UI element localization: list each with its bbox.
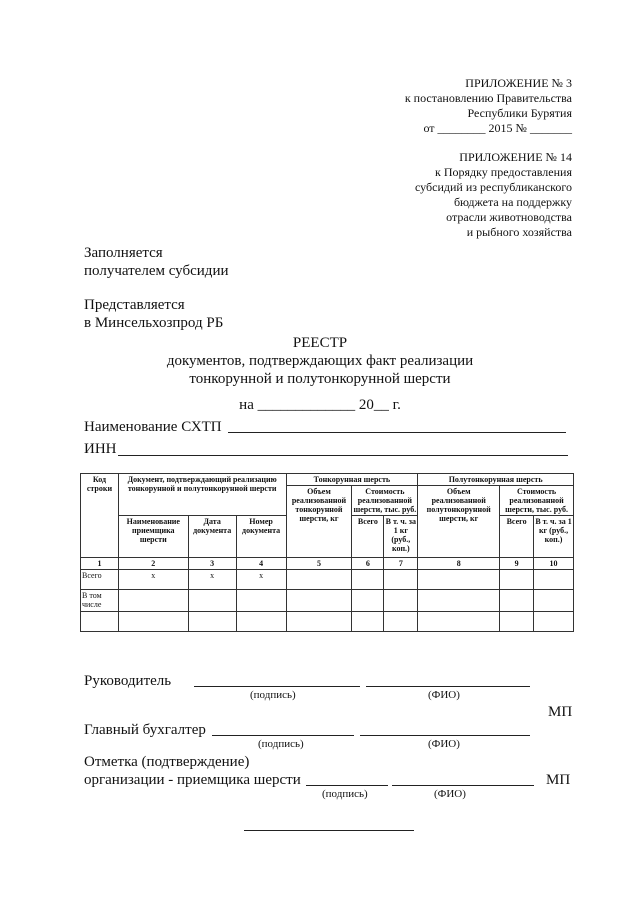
header-volume-fine: Объем реализованной тонкорунной шерсти, кг xyxy=(286,486,352,558)
table-cell[interactable] xyxy=(286,590,352,612)
date-line: на _____________ 20__ г. xyxy=(239,397,401,413)
header-per-kg-fine: В т. ч. за 1 кг (руб., коп.) xyxy=(384,516,418,558)
table-row xyxy=(81,612,574,632)
bottom-divider xyxy=(244,830,414,831)
submitted-line: в Минсельхозпрод РБ xyxy=(84,315,224,331)
registry-table xyxy=(80,473,574,632)
signature-caption: (подпись) xyxy=(322,788,368,800)
table-cell[interactable] xyxy=(534,570,574,590)
confirmation-label-2: организации - приемщика шерсти xyxy=(84,772,301,788)
confirmation-label-1: Отметка (подтверждение) xyxy=(84,754,250,770)
column-number: 6 xyxy=(352,558,384,570)
appendix-14-title: ПРИЛОЖЕНИЕ № 14 xyxy=(459,150,572,164)
appendix-3-block xyxy=(405,76,572,136)
filled-by-line: получателем субсидии xyxy=(84,263,229,279)
column-number: 1 xyxy=(81,558,119,570)
table-cell[interactable] xyxy=(418,590,500,612)
table-cell[interactable] xyxy=(500,590,534,612)
fio-caption: (ФИО) xyxy=(428,689,460,701)
table-row-total xyxy=(81,570,574,590)
appendix-14-line: субсидий из республиканского xyxy=(415,180,572,194)
column-number: 9 xyxy=(500,558,534,570)
title-line: документов, подтверждающих факт реализации xyxy=(166,353,474,369)
table-cell[interactable] xyxy=(352,570,384,590)
table-cell[interactable] xyxy=(118,612,188,632)
table-cell[interactable] xyxy=(81,612,119,632)
header-code: Код строки xyxy=(81,474,119,558)
column-number: 2 xyxy=(118,558,188,570)
title-line: тонкорунной и полутонкорунной шерсти xyxy=(189,371,451,387)
row-label-incl: В том числе xyxy=(81,590,119,612)
row-label-total: Всего xyxy=(81,570,119,590)
fio-caption: (ФИО) xyxy=(434,788,466,800)
title-line: РЕЕСТР xyxy=(292,335,348,351)
table-cell[interactable] xyxy=(384,612,418,632)
table-cell[interactable] xyxy=(534,590,574,612)
submitted-line: Представляется xyxy=(84,297,185,313)
chief-signature-field[interactable] xyxy=(212,735,354,736)
filled-by-note xyxy=(84,244,229,280)
head-signature-field[interactable] xyxy=(194,686,360,687)
head-fio-field[interactable] xyxy=(366,686,530,687)
org-name-label: Наименование СХТП xyxy=(84,419,222,435)
table-cell[interactable] xyxy=(352,590,384,612)
header-total-semi: Всего xyxy=(500,516,534,558)
table-row-incl xyxy=(81,590,574,612)
table-cell[interactable] xyxy=(352,612,384,632)
document-title xyxy=(0,334,640,388)
buyer-signature-field[interactable] xyxy=(306,785,388,786)
header-volume-semi: Объем реализованной полутонкорунной шерсти, кг xyxy=(418,486,500,558)
table-cell[interactable] xyxy=(418,612,500,632)
stamp-place: МП xyxy=(548,704,573,720)
appendix-3-line: к постановлению Правительства xyxy=(404,91,572,105)
header-total-fine: Всего xyxy=(352,516,384,558)
header-cost-fine: Стоимость реализованной шерсти, тыс. руб. xyxy=(353,487,417,514)
column-number: 10 xyxy=(534,558,574,570)
appendix-3-title: ПРИЛОЖЕНИЕ № 3 xyxy=(465,76,572,90)
org-name-field[interactable] xyxy=(228,432,566,433)
table-cell[interactable] xyxy=(236,590,286,612)
x-mark: x xyxy=(188,570,236,590)
column-number: 4 xyxy=(236,558,286,570)
signature-caption: (подпись) xyxy=(258,738,304,750)
fio-caption: (ФИО) xyxy=(428,738,460,750)
appendix-14-line: и рыбного хозяйства xyxy=(466,225,572,239)
filled-by-line: Заполняется xyxy=(84,245,163,261)
table-cell[interactable] xyxy=(188,590,236,612)
appendix-3-line: Республики Бурятия xyxy=(467,106,572,120)
inn-field[interactable] xyxy=(118,455,568,456)
header-fine-wool: Тонкорунная шерсть xyxy=(286,474,418,486)
header-doc-date: Дата документа xyxy=(188,516,236,558)
table-cell[interactable] xyxy=(286,612,352,632)
buyer-fio-field[interactable] xyxy=(392,785,534,786)
signature-caption: (подпись) xyxy=(250,689,296,701)
chief-fio-field[interactable] xyxy=(360,735,530,736)
column-number: 8 xyxy=(418,558,500,570)
table-cell[interactable] xyxy=(500,570,534,590)
table-cell[interactable] xyxy=(236,612,286,632)
header-cost-semi: Стоимость реализованной шерсти, тыс. руб. xyxy=(500,486,574,516)
header-document: Документ, подтверждающий реализацию тонкорунной и полутонкорунной шерсти xyxy=(118,474,286,516)
table-cell[interactable] xyxy=(418,570,500,590)
inn-label: ИНН xyxy=(84,441,117,457)
stamp-place: МП xyxy=(546,772,571,788)
appendix-14-block xyxy=(415,150,572,240)
appendix-14-line: бюджета на поддержку xyxy=(453,195,572,209)
appendix-3-line: от ________ 2015 № _______ xyxy=(423,121,572,135)
table-cell[interactable] xyxy=(384,590,418,612)
appendix-14-line: отрасли животноводства xyxy=(446,210,572,224)
appendix-14-line: к Порядку предоставления xyxy=(434,165,572,179)
chief-accountant-label: Главный бухгалтер xyxy=(84,722,206,738)
column-number: 5 xyxy=(286,558,352,570)
header-per-kg-semi: В т. ч. за 1 кг (руб., коп.) xyxy=(534,516,574,558)
column-number: 3 xyxy=(188,558,236,570)
table-cell[interactable] xyxy=(188,612,236,632)
header-buyer: Наименование приемщика шерсти xyxy=(118,516,188,558)
x-mark: x xyxy=(236,570,286,590)
table-cell[interactable] xyxy=(286,570,352,590)
column-number: 7 xyxy=(384,558,418,570)
header-doc-number: Номер документа xyxy=(236,516,286,558)
x-mark: x xyxy=(118,570,188,590)
submitted-to-note xyxy=(84,296,223,332)
table-cell[interactable] xyxy=(500,612,534,632)
header-semi-fine-wool: Полутонкорунная шерсть xyxy=(418,474,574,486)
table-cell[interactable] xyxy=(118,590,188,612)
head-label: Руководитель xyxy=(84,673,172,689)
table-cell[interactable] xyxy=(534,612,574,632)
table-cell[interactable] xyxy=(384,570,418,590)
